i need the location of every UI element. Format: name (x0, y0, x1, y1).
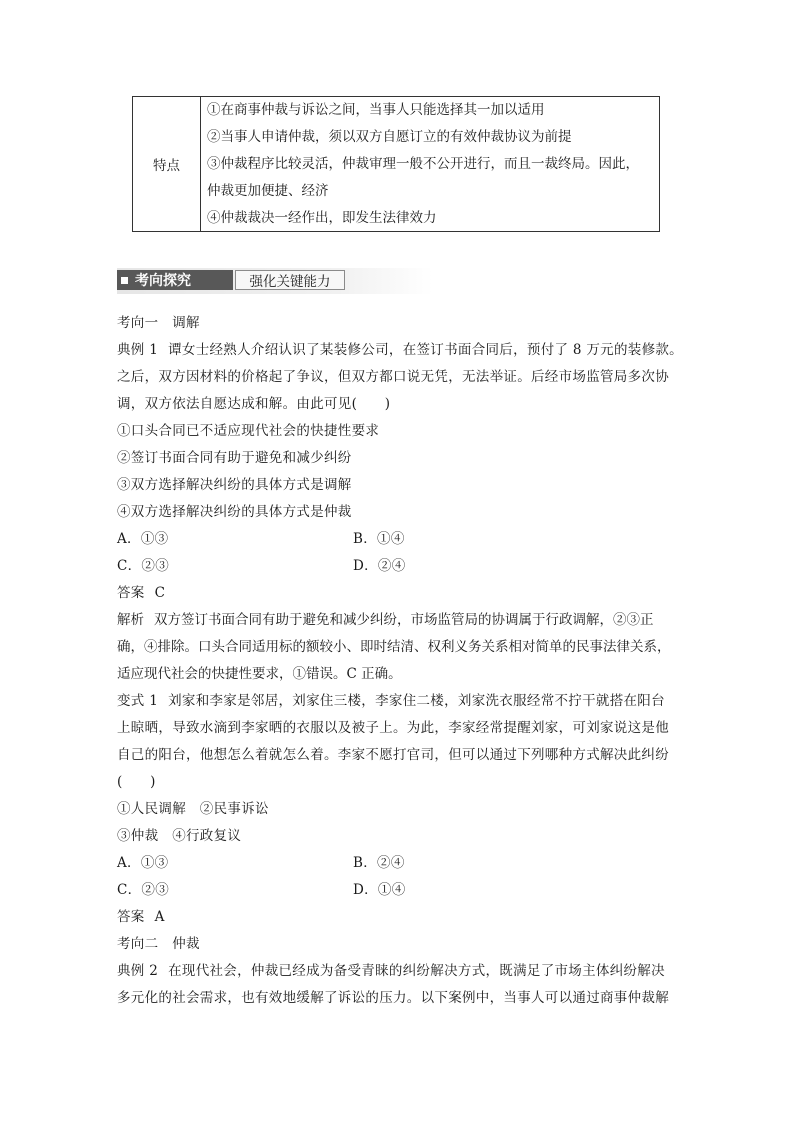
variant1-line (117, 688, 683, 715)
features-table (132, 96, 660, 232)
example2-label: 典例 2 (117, 963, 159, 979)
example1-line: 调，双方依法自愿达成和解。由此可见( ) (117, 396, 391, 412)
analysis-line (117, 607, 683, 634)
options-row (117, 850, 683, 877)
features-label: 特点 (133, 97, 201, 231)
analysis-line: 确，④排除。口头合同适用标的额较小、即时结清、权利义务关系相对简单的民事法律关系， (117, 639, 671, 655)
options-row (117, 877, 683, 904)
option-d: D．②④ (353, 558, 406, 574)
statement-item: ①口头合同已不适应现代社会的快捷性要求 (117, 423, 380, 439)
banner-subtitle: 强化关键能力 (235, 270, 345, 290)
options-row (117, 553, 683, 580)
example1-label: 典例 1 (117, 342, 159, 358)
main-content (117, 310, 683, 1012)
option-d: D．①④ (353, 882, 406, 898)
variant1-line: ( ) (117, 774, 156, 790)
answer-value: C (154, 585, 166, 601)
section-banner (117, 268, 433, 294)
statement-item: ②签订书面合同有助于避免和减少纠纷 (117, 450, 352, 466)
variant1-line: 上晾晒，导致水滴到李家晒的衣服以及被子上。为此，李家经常提醒刘家，可刘家说这是他 (117, 720, 669, 736)
variant1-text: 刘家和李家是邻居，刘家住三楼，李家住二楼，刘家洗衣服经常不拧干就搭在阳台 (168, 693, 665, 709)
option-c: C．②③ (117, 558, 170, 574)
banner-title-box (117, 270, 233, 290)
feature-line: ①在商事仲裁与诉讼之间，当事人只能选择其一加以适用 (207, 102, 545, 118)
square-bullet-icon (121, 277, 128, 284)
analysis-label: 解析 (117, 612, 144, 628)
topic1-heading: 考向一 调解 (117, 315, 200, 331)
options-row (117, 526, 683, 553)
analysis-line: 适应现代社会的快捷性要求，①错误。C 正确。 (117, 666, 402, 682)
example1-line: 之后，双方因材料的价格起了争议，但双方都口说无凭，无法举证。后经市场监管局多次协 (117, 369, 669, 385)
features-lines (201, 97, 659, 231)
feature-line: 仲裁更加便捷、经济 (207, 183, 329, 199)
option-c: C．②③ (117, 882, 170, 898)
answer-label: 答案 (117, 909, 145, 925)
feature-line: ②当事人申请仲裁，须以双方自愿订立的有效仲裁协议为前提 (207, 129, 572, 145)
answer-label: 答案 (117, 585, 145, 601)
analysis-text: 双方签订书面合同有助于避免和减少纠纷，市场监管局的协调属于行政调解，②③正 (154, 612, 654, 628)
option-a: A．①③ (117, 855, 169, 871)
example1-line (117, 337, 683, 364)
statement-item: ③双方选择解决纠纷的具体方式是调解 (117, 477, 352, 493)
statement-item: ④双方选择解决纠纷的具体方式是仲裁 (117, 504, 352, 520)
option-a: A．①③ (117, 531, 169, 547)
answer-line (117, 904, 683, 931)
example2-text: 在现代社会，仲裁已经成为备受青睐的纠纷解决方式，既满足了市场主体纠纷解决 (168, 963, 665, 979)
statement-item: ③仲裁 ④行政复议 (117, 828, 242, 844)
banner-title: 考向探究 (135, 273, 191, 289)
feature-line: ③仲裁程序比较灵活，仲裁审理一般不公开进行，而且一裁终局。因此， (207, 156, 639, 172)
variant1-label: 变式 1 (117, 693, 159, 709)
answer-value: A (154, 909, 165, 925)
example1-text: 谭女士经熟人介绍认识了某装修公司，在签订书面合同后，预付了 8 万元的装修款。 (168, 342, 683, 358)
answer-line (117, 580, 683, 607)
feature-line: ④仲裁裁决一经作出，即发生法律效力 (207, 210, 437, 226)
example2-line (117, 958, 683, 985)
option-b: B．②④ (353, 855, 405, 871)
option-b: B．①④ (353, 531, 405, 547)
topic2-heading: 考向二 仲裁 (117, 936, 200, 952)
statement-item: ①人民调解 ②民事诉讼 (117, 801, 269, 817)
example2-line: 多元化的社会需求，也有效地缓解了诉讼的压力。以下案例中，当事人可以通过商事仲裁解 (117, 990, 669, 1006)
variant1-line: 自己的阳台，他想怎么着就怎么着。李家不愿打官司，但可以通过下列哪种方式解决此纠纷 (117, 747, 669, 763)
